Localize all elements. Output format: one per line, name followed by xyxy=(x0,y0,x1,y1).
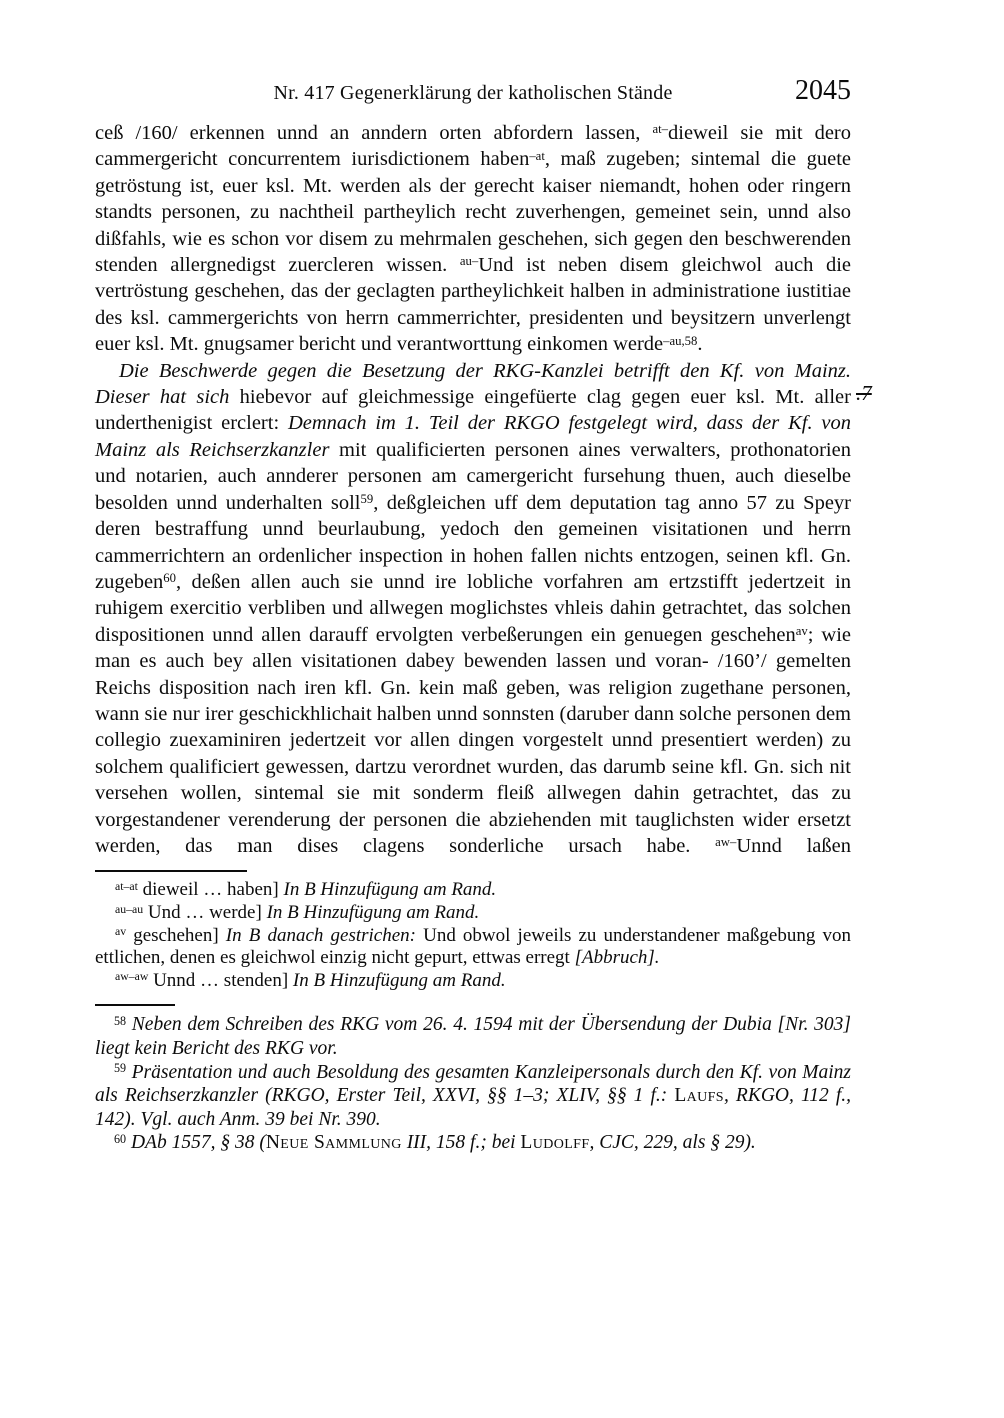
text-segment-sup: –at xyxy=(529,148,545,163)
text-segment-italic: , CJC, 229, als § 29). xyxy=(589,1132,756,1154)
text-segment-roman: Und ist neben disem gleichwol auch die vertröstung geschehen, das der geclagten partheylichkeit halben in administratione iustitiae des ksl. cammergerichts von herrn cammerrichter, presidenten und beysitzern unverlengt euer ksl. Mt. gnugsamer bericht und verantworttung einkomen werde xyxy=(95,254,851,356)
text-segment-sup: aw–aw xyxy=(115,970,149,984)
text-segment-italic: [Abbruch]. xyxy=(574,947,660,969)
text-segment-sup: –au,58 xyxy=(663,333,698,348)
body-paragraph-2 xyxy=(95,358,851,860)
apparatus-entry-at xyxy=(95,879,851,902)
text-segment-roman: ceß /160/ erkennen unnd an anndern orten abfordern lassen, xyxy=(95,122,653,144)
text-segment-sup: 58 xyxy=(114,1013,127,1028)
text-segment-roman: mit qualificierten personen aines verwalters, prothonatorien und notarien, auch annderer personen am camergericht fursehung thuen, auch dieselbe besolden unnd underhalten soll xyxy=(95,438,851,514)
footnote-60 xyxy=(95,1131,851,1155)
text-segment-sup: 59 xyxy=(114,1061,127,1076)
text-segment-roman: geschehen] xyxy=(126,924,226,946)
text-segment-roman: ; wie man es auch bey allen visitationen dabey bewenden lassen und voran- /160’/ gemelten Reichs disposition nach iren kfl. Gn. kein maß geben, was religion zugethane personen, wann sie nur irer geschickhlichait halben unnd sonnsten (daruber dann solche personen dem collegio zuexaminiren jedertzeit vor allen dingen vorgestelt unnd presentiert werden) zu solchem qualificiert gewessen, dartzu verordnet wurden, das darumb seine kfl. Gn. sich nit versehen wollen, sintemal sie mit sonderm fleiß allwegen dahin getrachtet, das zu vorgestandener verenderung der personen die abziehenden mit tauglichsten wider ersetzt werden, das man dises clagens sonderliche ursach habe. xyxy=(95,623,851,857)
text-segment-sup: 60 xyxy=(114,1131,127,1146)
text-segment-smallcaps: Laufs xyxy=(674,1085,724,1107)
text-segment-roman: , maß zugeben; sintemal die guete getröstung ist, euer ksl. Mt. werden als der gerecht kaiser niemandt, hohen oder ringern standts personen, zu nachtheil partheylich recht zuverhengen, gemeinet sein, unnd also dißfahls, wie es schon vor disem zu mehrmalen geschehen, sich gegen den beschwerenden stenden allergnedigst zuercleren wissen. xyxy=(95,148,851,277)
text-segment-roman: Und … werde] xyxy=(143,901,267,923)
text-segment-italic: In B Hinzufügung am Rand. xyxy=(266,901,480,923)
main-text xyxy=(95,120,851,859)
text-segment-italic: III, 158 f.; bei xyxy=(401,1132,521,1154)
text-segment-sup: au–au xyxy=(115,902,144,916)
text-segment-smallcaps: Neue Sammlung xyxy=(265,1132,402,1154)
text-segment-roman: dieweil sie mit dero cammergericht concurrentem iurisdictionem haben xyxy=(95,122,852,171)
text-segment-italic: , RKGO, 112 f., 142). Vgl. auch Anm. 39 bei Nr. 390. xyxy=(95,1085,851,1130)
apparatus-separator-rule xyxy=(95,870,247,872)
text-segment-smallcaps: Ludolff xyxy=(520,1132,590,1154)
text-segment-italic: Neben dem Schreiben des RKG vom 26. 4. 1594 mit der Übersendung der Dubia [Nr. 303] liegt kein Bericht des RKG vor. xyxy=(95,1014,851,1059)
text-segment-italic: In B Hinzufügung am Rand. xyxy=(292,969,506,991)
margin-note: .7 xyxy=(856,381,872,405)
page-number: 2045 xyxy=(795,75,851,106)
text-segment-roman: hiebevor auf gleichmessige eingefüerte clag gegen euer ksl. Mt. aller underthenigist erclert: xyxy=(95,386,851,435)
text-segment-italic: Präsentation und auch Besoldung des gesamten Kanzleipersonals durch den Kf. von Mainz als Reichserzkanzler (RKGO, Erster Teil, XXVI, §§ 1–3; XLIV, §§ 1 f.: xyxy=(95,1061,851,1107)
footnote-59 xyxy=(95,1061,851,1132)
running-header xyxy=(95,75,851,112)
text-segment-roman: , deßen allen auch sie unnd ire lobliche vorfahren am ertzstifft jedertzeit in ruhigem exercitio verbliben und allwegen moglichstes vhleis dahin getrachtet, das solchen dispositionen unnd allen darauff ervolgten verbeßerungen ein genuegen geschehen xyxy=(95,570,851,646)
text-segment-roman: . xyxy=(697,333,703,356)
text-segment-sup: at– xyxy=(652,122,669,137)
text-segment-sup: av xyxy=(795,624,808,638)
text-segment-sup: av xyxy=(115,925,127,939)
text-segment-italic: In B Hinzufügung am Rand. xyxy=(283,879,497,901)
apparatus-entry-au xyxy=(95,902,851,925)
apparatus-entry-aw xyxy=(95,970,851,993)
text-segment-sup: au– xyxy=(459,254,479,269)
text-segment-sup: 59 xyxy=(360,491,374,506)
apparatus-entry-av xyxy=(95,925,851,970)
text-column xyxy=(95,75,852,1155)
running-header-title: Nr. 417 Gegenerklärung der katholischen Stände xyxy=(273,82,673,104)
footnotes xyxy=(95,1013,851,1155)
text-segment-roman: Unnd laßen xyxy=(736,834,851,857)
text-segment-sup: 60 xyxy=(163,571,176,586)
text-segment-roman: , deßgleichen uff dem deputation tag anno 57 zu Speyr deren bestraffung unnd beurlaubung, yedoch den gemeinen visitationen und herrn cammerrichtern an ordenlicher inspection in hohen fallen nichts entzogen, seinen kfl. Gn. zugeben xyxy=(95,491,851,593)
text-segment-sup: aw– xyxy=(715,835,737,850)
text-segment-italic: DAb 1557, § 38 ( xyxy=(126,1132,266,1154)
footnote-58 xyxy=(95,1013,851,1060)
text-segment-roman: Und obwol jeweils zu understandener maßgebung von ettlichen, denen es gleichwol einzig nicht gepurt, ettwas erregt xyxy=(95,924,851,969)
text-segment-italic: Die Beschwerde gegen die Besetzung der RKG-Kanzlei betrifft den Kf. von Mainz. Dieser hat sich xyxy=(95,359,851,409)
critical-apparatus xyxy=(95,879,851,992)
text-segment-italic: In B danach gestrichen: xyxy=(225,924,416,946)
text-segment-sup: at–at xyxy=(115,880,138,894)
text-segment-italic: Demnach im 1. Teil der RKGO festgelegt wird, dass der Kf. von Mainz als Reichserzkanzler xyxy=(95,412,851,461)
text-segment-roman: dieweil … haben] xyxy=(137,879,284,901)
text-segment-roman: Unnd … stenden] xyxy=(148,969,293,991)
body-paragraph-1 xyxy=(95,120,851,358)
footnote-separator-rule xyxy=(95,1004,175,1006)
